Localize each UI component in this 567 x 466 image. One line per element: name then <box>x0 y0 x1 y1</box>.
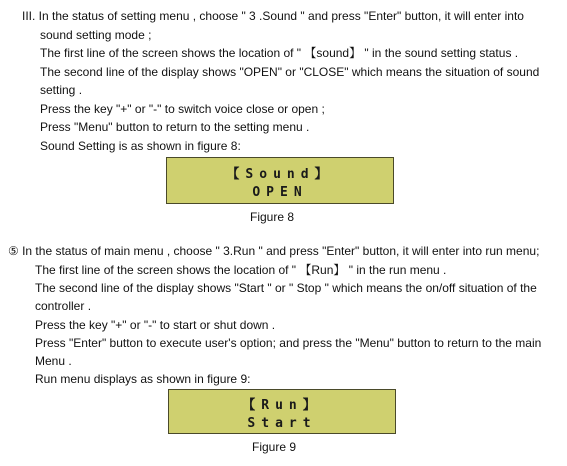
lcd-line-1: 【Sound】 <box>226 167 334 182</box>
section-5-heading: ⑤ In the status of main menu , choose " 3.Run " and press "Enter" button, it will enter into run menu; <box>8 244 540 258</box>
section-5-line: The second line of the display shows "Start " or " Stop " which means the on/off situation of the <box>35 281 537 295</box>
section-5-line: The first line of the screen shows the location of " 【Run】 " in the run menu . <box>35 263 447 277</box>
section-3-heading: III. In the status of setting menu , choose " 3 .Sound " and press "Enter" button, it will enter into <box>22 9 524 23</box>
section-3-line: Press the key "+" or "-" to switch voice close or open ; <box>40 102 325 116</box>
lcd-display-figure-9 <box>168 389 396 434</box>
figure-8-caption: Figure 8 <box>249 210 295 224</box>
section-3-line: Sound Setting is as shown in figure 8: <box>40 139 241 153</box>
section-5-line: Press "Enter" button to execute user's option; and press the "Menu" button to return to the main <box>35 336 542 350</box>
section-3-line: Press "Menu" button to return to the setting menu . <box>40 120 310 134</box>
section-3-line: sound setting mode ; <box>40 28 152 42</box>
section-5-line: Press the key "+" or "-" to start or shut down . <box>35 318 276 332</box>
section-5-line: controller . <box>35 299 92 313</box>
lcd-display-figure-8 <box>166 157 394 204</box>
figure-9-caption: Figure 9 <box>251 440 297 454</box>
section-3-line: The first line of the screen shows the location of " 【sound】 " in the sound setting status . <box>40 46 519 60</box>
lcd-line-1: 【Run】 <box>242 398 322 413</box>
section-5-line: Run menu displays as shown in figure 9: <box>35 372 251 386</box>
section-5-line: Menu . <box>35 354 72 368</box>
lcd-line-2: Start <box>247 416 317 431</box>
section-3-line: setting . <box>40 83 83 97</box>
section-3-line: The second line of the display shows "OPEN" or "CLOSE" which means the situation of sound <box>40 65 540 79</box>
lcd-line-2: OPEN <box>252 185 308 200</box>
